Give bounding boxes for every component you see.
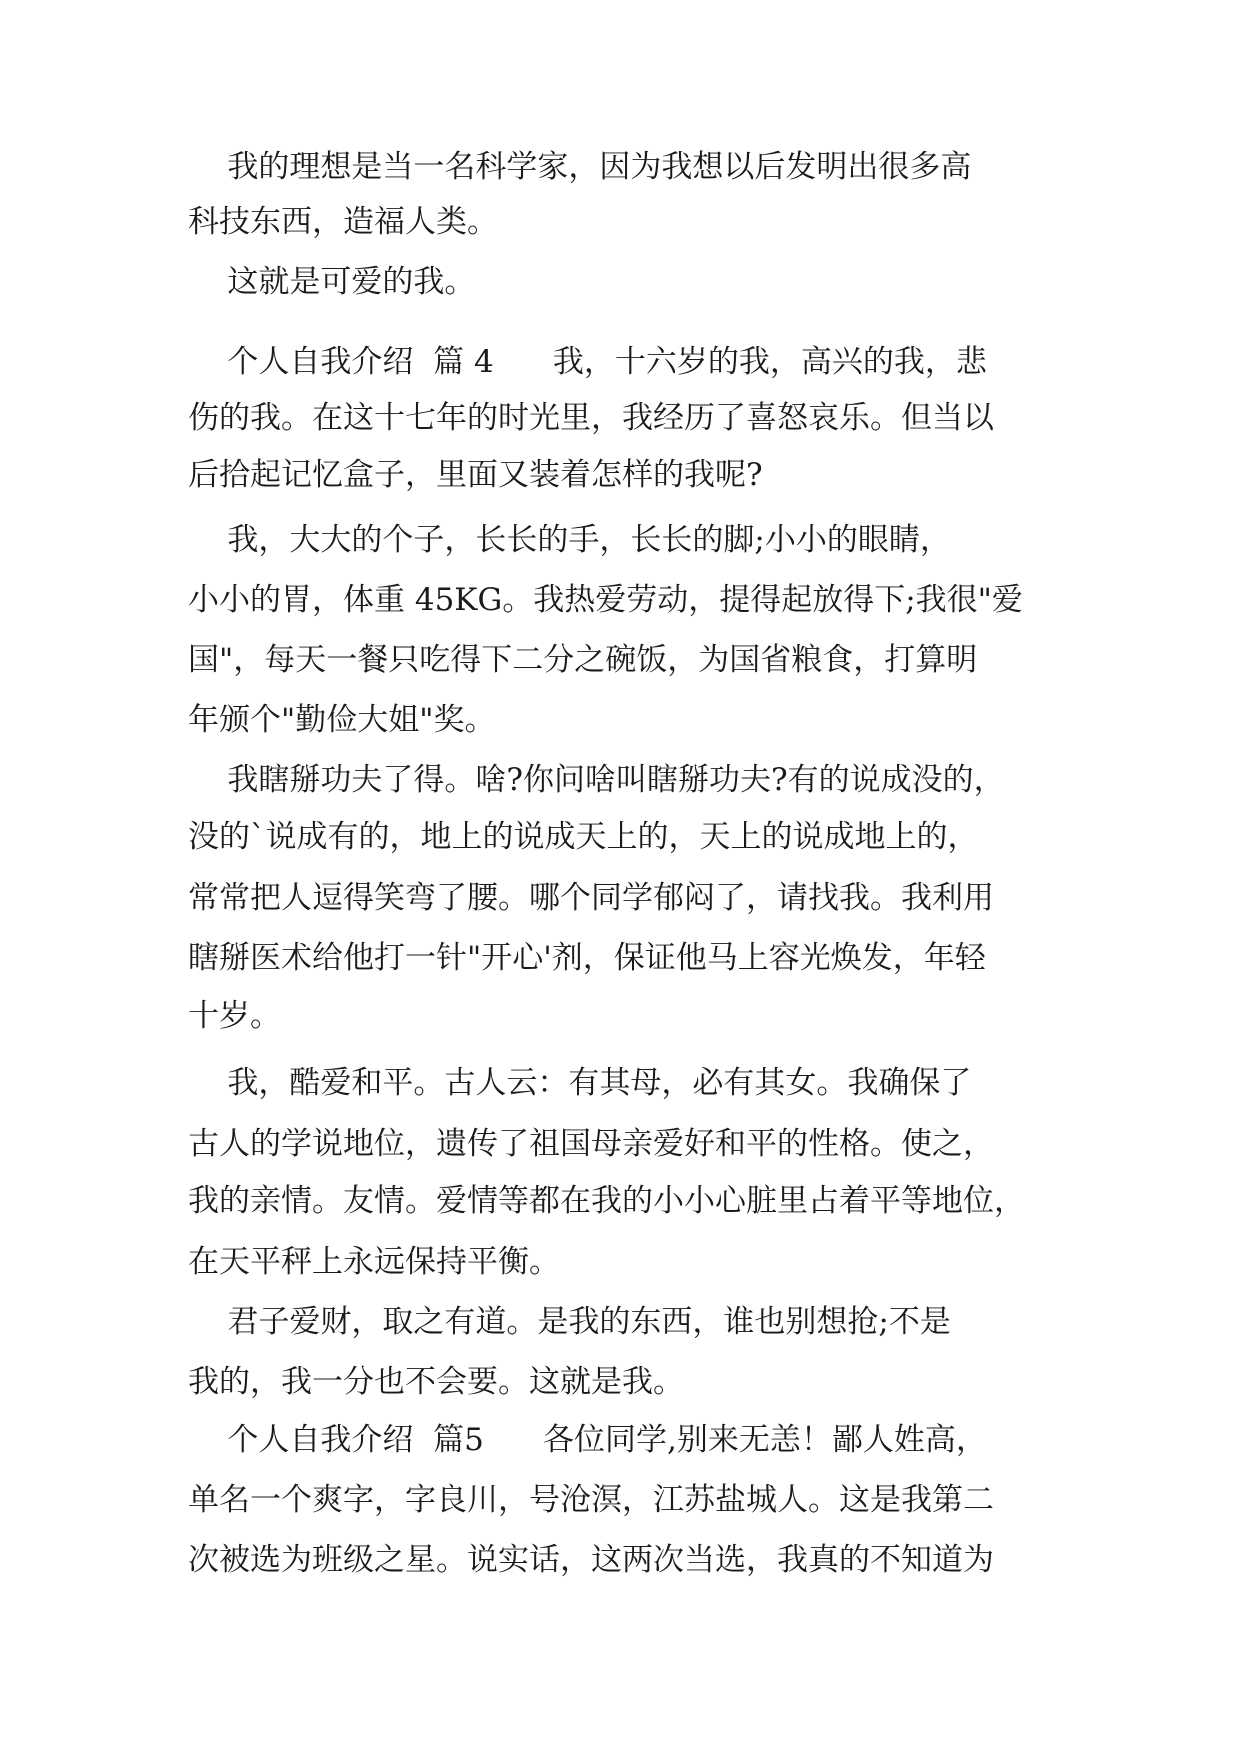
text-line-5: 伤的我。在这十七年的时光里，我经历了喜怒哀乐。但当以 [188,400,994,436]
text-line-19: 在天平秤上永远保持平衡。 [188,1244,560,1280]
text-line-10: 年颁个"勤俭大姐"奖。 [188,702,496,738]
text-line-13: 常常把人逗得笑弯了腰。哪个同学郁闷了，请找我。我利用 [188,880,994,916]
text-line-3: 这就是可爱的我。 [188,264,476,300]
text-line-7: 我，大大的个子，长长的手，长长的脚;小小的眼睛， [188,522,951,558]
text-line-12: 没的`说成有的，地上的说成天上的，天上的说成地上的， [188,819,979,855]
text-line-8: 小小的胃，体重 45KG。我热爱劳动，提得起放得下;我很"爱 [188,582,1023,618]
text-line-20: 君子爱财，取之有道。是我的东西，谁也别想抢;不是 [188,1304,951,1340]
text-line-6: 后拾起记忆盒子，里面又装着怎样的我呢? [188,457,763,493]
text-line-2: 科技东西，造福人类。 [188,204,498,240]
text-line-23: 单名一个爽字，字良川，号沧溟，江苏盐城人。这是我第二 [188,1482,994,1518]
text-line-4: 个人自我介绍 篇 4 我，十六岁的我，高兴的我，悲 [188,344,987,380]
text-line-15: 十岁。 [188,998,281,1034]
text-line-17: 古人的学说地位，遗传了祖国母亲爱好和平的性格。使之， [188,1126,994,1162]
text-line-21: 我的，我一分也不会要。这就是我。 [188,1364,684,1400]
text-line-1: 我的理想是当一名科学家，因为我想以后发明出很多高 [188,149,972,185]
text-line-24: 次被选为班级之星。说实话，这两次当选，我真的不知道为 [188,1542,994,1578]
text-line-14: 瞎掰医术给他打一针"开心'剂，保证他马上容光焕发，年轻 [188,940,986,976]
text-line-9: 国"，每天一餐只吃得下二分之碗饭，为国省粮食，打算明 [188,642,978,678]
text-line-18: 我的亲情。友情。爱情等都在我的小小心脏里占着平等地位， [188,1183,1025,1219]
text-line-11: 我瞎掰功夫了得。啥?你问啥叫瞎掰功夫?有的说成没的， [188,762,1005,798]
text-line-16: 我，酷爱和平。古人云：有其母，必有其女。我确保了 [188,1065,972,1101]
text-line-22: 个人自我介绍 篇5 各位同学,别来无恙！鄙人姓高， [188,1422,987,1458]
